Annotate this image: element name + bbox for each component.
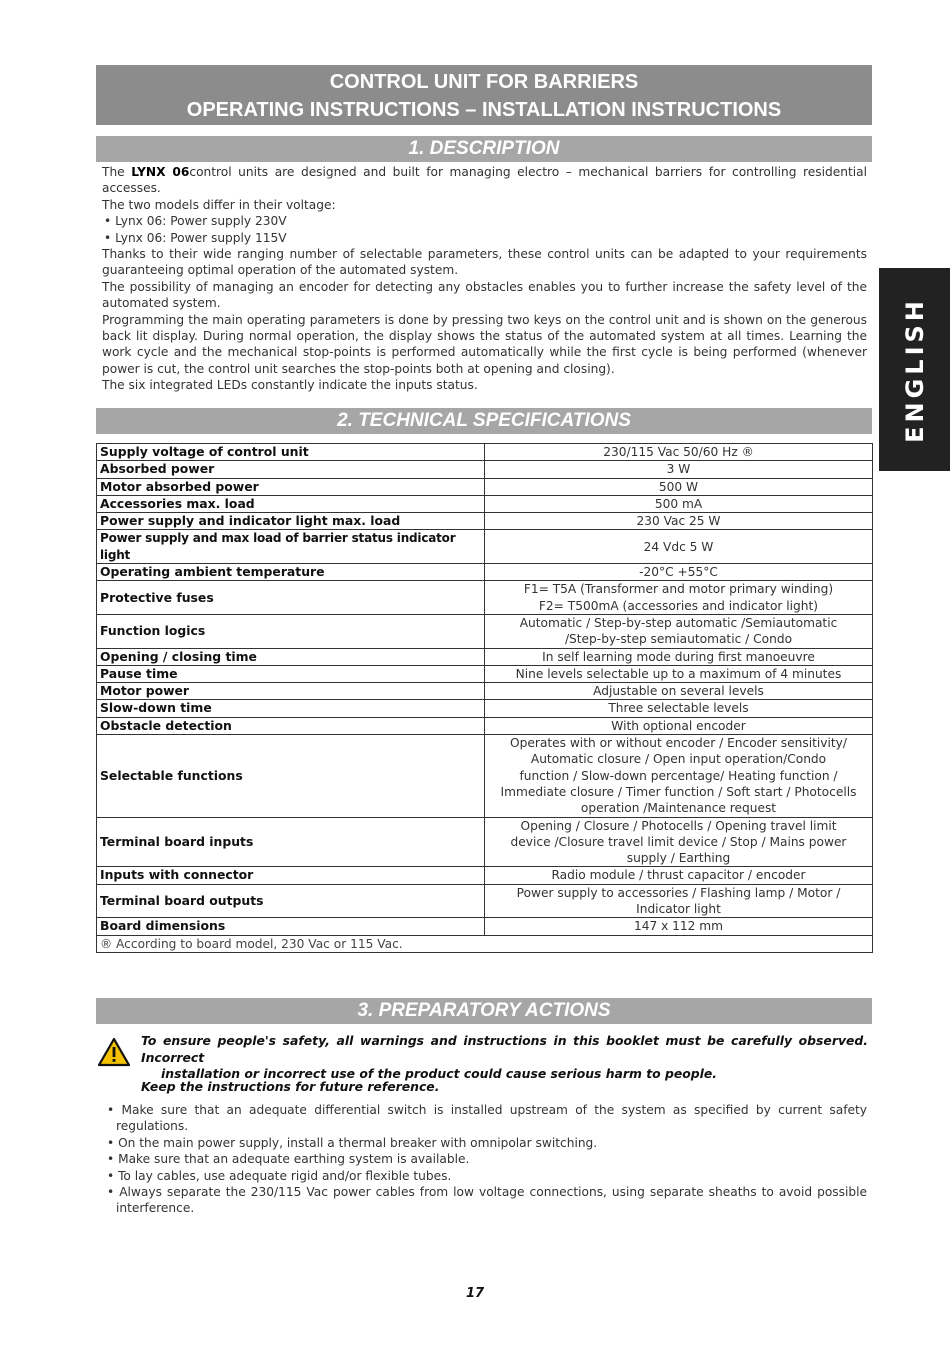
description-paragraph-2: The possibility of managing an encoder for detecting any obstacles enables you to further increase the safety level of the automated system.: [102, 279, 867, 311]
table-row: [97, 665, 873, 682]
list-item: • To lay cables, use adequate rigid and/or flexible tubes.: [107, 1168, 452, 1183]
spec-label: Terminal board inputs: [97, 817, 485, 867]
language-tab-label: ENGLISH: [900, 296, 929, 443]
description-paragraph-3: Programming the main operating parameters is done by pressing two keys on the control unit and is shown on the generous back lit display. During normal operation, the display shows the status of the automated system at all times. Learning the work cycle and the mechanical stop-points is performed automatically while the first cycle is being performed (whenever power is cut, the control unit searches the stop-points both at opening and closing).: [102, 312, 867, 376]
list-item: • Make sure that an adequate earthing system is available.: [107, 1152, 470, 1167]
spec-value: [485, 581, 873, 615]
title-line-1: CONTROL UNIT FOR BARRIERS: [329, 71, 639, 93]
warning-triangle-icon: [98, 1037, 130, 1067]
section-heading-preparatory-actions: 3. PREPARATORY ACTIONS: [96, 998, 872, 1024]
table-row: [97, 884, 873, 918]
table-row: [97, 530, 873, 564]
spec-label: Accessories max. load: [97, 495, 485, 512]
preparatory-checklist: [102, 1102, 867, 1217]
spec-value-line: operation /Maintenance request: [580, 801, 777, 816]
table-row: [97, 444, 873, 461]
spec-label: Absorbed power: [97, 461, 485, 478]
spec-value: 500 mA: [485, 495, 873, 512]
spec-value-line: device /Closure travel limit device / Stop / Mains power: [510, 834, 847, 849]
spec-label: Operating ambient temperature: [97, 564, 485, 581]
table-row: [97, 478, 873, 495]
page-number: 17: [465, 1286, 485, 1301]
section-heading-specifications: 2. TECHNICAL SPECIFICATIONS: [96, 408, 872, 434]
intro-prefix: The: [102, 165, 132, 179]
spec-value-line: Opening / Closure / Photocells / Opening travel limit: [520, 818, 837, 833]
model-item-1: • Lynx 06: Power supply 230V: [104, 214, 287, 229]
warning-line-1: To ensure people's safety, all warnings and instructions in this booklet must be carefully observed. Incorrect: [141, 1033, 868, 1065]
spec-label: Board dimensions: [97, 918, 485, 935]
description-paragraph-4: The six integrated LEDs constantly indicate the inputs status.: [102, 378, 478, 393]
spec-label: Slow-down time: [97, 700, 485, 717]
table-footnote-row: [97, 935, 873, 952]
spec-label: Inputs with connector: [97, 867, 485, 884]
spec-label: Pause time: [97, 665, 485, 682]
spec-value-line: F1= T5A (Transformer and motor primary winding): [523, 582, 834, 597]
table-row: [97, 867, 873, 884]
product-name: LYNX 06: [131, 165, 190, 179]
spec-label: Power supply and indicator light max. load: [97, 513, 485, 530]
spec-value: Adjustable on several levels: [485, 683, 873, 700]
specifications-table: [96, 443, 873, 953]
spec-value: 230/115 Vac 50/60 Hz ®: [485, 444, 873, 461]
section-heading-description: 1. DESCRIPTION: [96, 136, 872, 162]
models-intro: The two models differ in their voltage:: [102, 197, 336, 212]
table-row: [97, 717, 873, 734]
table-row: [97, 817, 873, 867]
safety-warning: [141, 1033, 868, 1083]
description-text: [102, 164, 867, 394]
table-row: [97, 735, 873, 817]
spec-value-line: Automatic closure / Open input operation/Condo: [530, 752, 827, 767]
title-line-2: OPERATING INSTRUCTIONS – INSTALLATION INSTRUCTIONS: [186, 99, 782, 121]
table-row: [97, 513, 873, 530]
spec-value: 500 W: [485, 478, 873, 495]
spec-label: Selectable functions: [97, 735, 485, 817]
spec-value-line: supply / Earthing: [626, 851, 731, 866]
spec-value: In self learning mode during first manoeuvre: [485, 648, 873, 665]
description-intro: [102, 164, 867, 197]
table-row: [97, 700, 873, 717]
spec-value: [485, 735, 873, 817]
intro-text: control units are designed and built for managing electro – mechanical barriers for controlling residential accesses.: [102, 165, 867, 196]
spec-label: Opening / closing time: [97, 648, 485, 665]
description-paragraph-1: Thanks to their wide ranging number of selectable parameters, these control units can be adapted to your requirements guaranteeing optimal operation of the automated system.: [102, 247, 867, 278]
table-row: [97, 495, 873, 512]
spec-value-line: Power supply to accessories / Flashing lamp / Motor /: [516, 885, 841, 900]
list-item: • Always separate the 230/115 Vac power cables from low voltage connections, using separate sheaths to avoid possible interference.: [107, 1185, 867, 1216]
keep-instructions-note: Keep the instructions for future reference.: [141, 1079, 440, 1094]
language-tab: [879, 268, 950, 471]
document-title: [96, 65, 872, 125]
spec-value: -20°C +55°C: [485, 564, 873, 581]
spec-value: [485, 614, 873, 648]
spec-label: Motor power: [97, 683, 485, 700]
table-row: [97, 461, 873, 478]
spec-value: 230 Vac 25 W: [485, 513, 873, 530]
spec-label: Power supply and max load of barrier status indicator light: [97, 530, 485, 564]
spec-label: Terminal board outputs: [97, 884, 485, 918]
table-footnote: ® According to board model, 230 Vac or 115 Vac.: [97, 935, 873, 952]
list-item: • On the main power supply, install a thermal breaker with omnipolar switching.: [107, 1135, 598, 1150]
spec-value: With optional encoder: [485, 717, 873, 734]
table-row: [97, 918, 873, 935]
spec-label: Obstacle detection: [97, 717, 485, 734]
table-row: [97, 581, 873, 615]
spec-value: [485, 817, 873, 867]
spec-value: 3 W: [485, 461, 873, 478]
spec-label: Supply voltage of control unit: [97, 444, 485, 461]
spec-value: Radio module / thrust capacitor / encoder: [485, 867, 873, 884]
spec-value-line: Operates with or without encoder / Encoder sensitivity/: [510, 736, 847, 751]
spec-label: Motor absorbed power: [97, 478, 485, 495]
spec-label: Protective fuses: [97, 581, 485, 615]
spec-value-line: Automatic / Step-by-step automatic /Semiautomatic: [519, 615, 838, 630]
table-row: [97, 564, 873, 581]
warning-line-2: installation or incorrect use of the product could cause serious harm to people.: [161, 1066, 717, 1082]
table-row: [97, 683, 873, 700]
spec-label: Function logics: [97, 614, 485, 648]
spec-value: [485, 884, 873, 918]
spec-value: Nine levels selectable up to a maximum of 4 minutes: [485, 665, 873, 682]
spec-value: Three selectable levels: [485, 700, 873, 717]
model-item-2: • Lynx 06: Power supply 115V: [104, 230, 287, 245]
table-row: [97, 648, 873, 665]
table-row: [97, 614, 873, 648]
spec-value-line: /Step-by-step semiautomatic / Condo: [564, 632, 793, 647]
spec-value: 147 x 112 mm: [485, 918, 873, 935]
spec-value-line: function / Slow-down percentage/ Heating function /: [519, 768, 838, 783]
spec-value: 24 Vdc 5 W: [485, 530, 873, 564]
spec-value-line: Immediate closure / Timer function / Soft start / Photocells: [500, 784, 857, 799]
spec-value-line: Indicator light: [636, 902, 721, 917]
spec-value-line: F2= T500mA (accessories and indicator light): [538, 598, 819, 613]
list-item: • Make sure that an adequate differential switch is installed upstream of the system as specified by current safety regulations.: [107, 1103, 867, 1134]
